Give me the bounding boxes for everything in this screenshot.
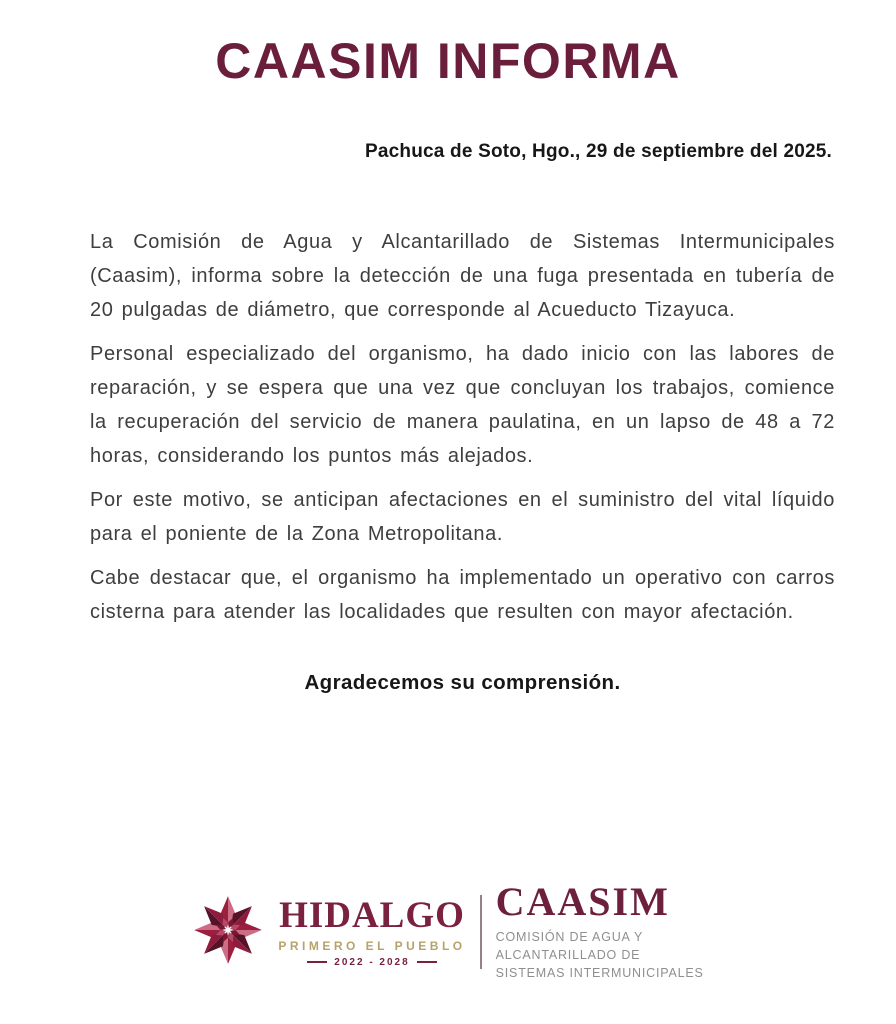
hidalgo-logo [278,894,466,968]
hidalgo-logo-term [278,957,465,968]
caasim-descriptor-line: COMISIÓN DE AGUA Y [495,930,644,944]
caasim-descriptor-line: SISTEMAS INTERMUNICIPALES [495,966,704,981]
paragraph-water-trucks: Cabe destacar que, el organismo ha implementado un operativo con carros cisterna para atender las localidades que resulten con mayor afectación. [90,567,835,623]
caasim-logo [495,879,704,982]
page-title: CAASIM INFORMA [215,33,681,89]
term-dash-left [307,961,327,963]
body-text [90,225,835,695]
caasim-descriptor-line: ALCANTARILLADO DE [495,948,641,963]
paragraph-leak-detection: La Comisión de Agua y Alcantarillado de Sistemas Intermunicipales (Caasim), informa sobre la detección de una fuga presentada en tubería de 20 pulgadas de diámetro, que corresponde al Acueducto Tizayuca. [90,231,835,321]
hidalgo-term-years: 2022 - 2028 [334,956,410,968]
paragraph-repair-works: Personal especializado del organismo, ha dado inicio con las labores de reparación, y se espera que una vez que concluyan los trabajos, comience la recuperación del servicio de manera paulatina, en un lapso de 48 a 72 horas, considerando los puntos más alejados. [90,343,835,467]
dateline: Pachuca de Soto, Hgo., 29 de septiembre del 2025. [364,141,832,162]
caasim-logo-name: CAASIM [495,879,670,924]
hidalgo-logo-slogan: PRIMERO EL PUEBLO [278,938,466,953]
hidalgo-logo-name: HIDALGO [279,894,465,936]
institutional-logos [0,879,896,982]
term-dash-right [417,961,437,963]
paragraph-supply-impact: Por este motivo, se anticipan afectaciones en el suministro del vital líquido para el poniente de la Zona Metropolitana. [90,489,835,545]
closing-line: Agradecemos su comprensión. [304,671,621,694]
caasim-logo-descriptor [496,928,704,982]
logo-divider [480,895,482,969]
hidalgo-star-icon [192,894,264,971]
